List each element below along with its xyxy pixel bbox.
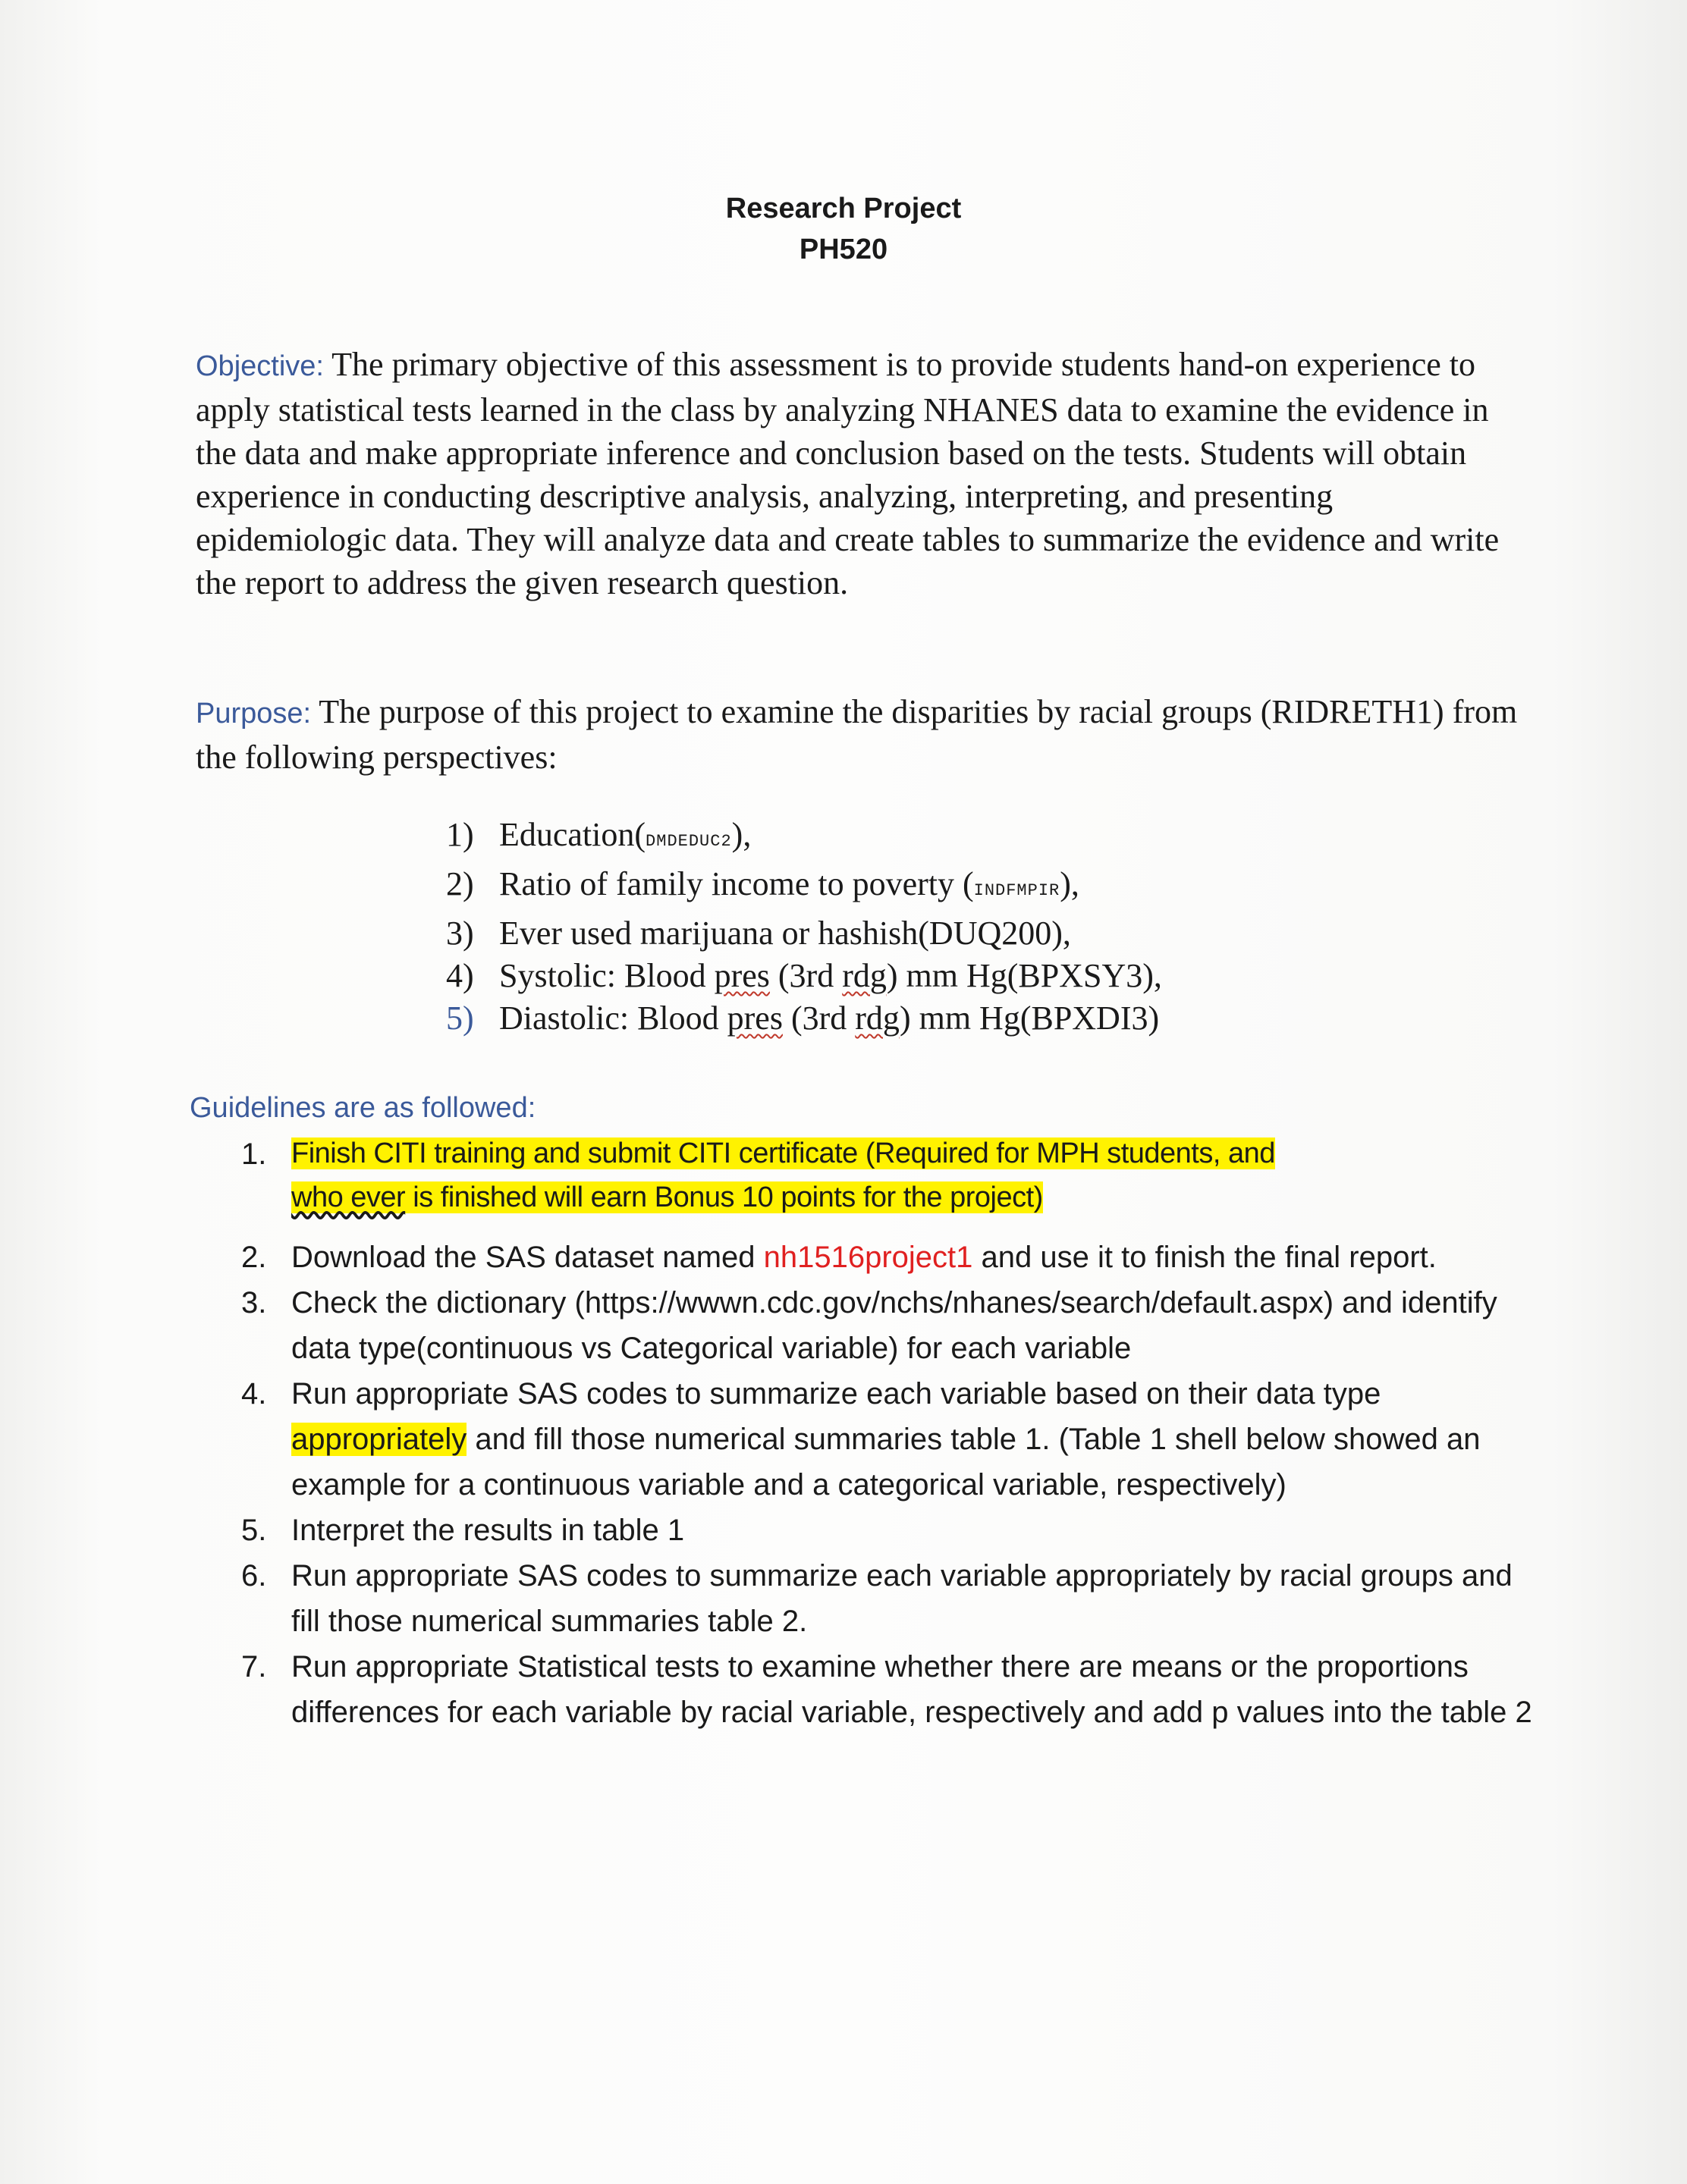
misspelled-word: rdg [842,957,887,994]
list-number: 5. [241,1514,267,1547]
list-item [228,1280,1532,1371]
list-text: (3rd [782,999,856,1037]
list-text: Ratio of family income to poverty ( [499,865,974,902]
list-item [228,1235,1532,1280]
list-item [228,1371,1532,1508]
list-text: Education( [499,816,646,853]
highlighted-text: Finish CITI training and submit CITI certificate (Required for MPH students, and [291,1138,1275,1169]
misspelled-word: rdg [855,999,900,1037]
list-text: ), [731,816,752,853]
guidelines-heading: Guidelines are as followed: [190,1092,536,1124]
list-number: 3) [446,915,474,952]
list-item [446,997,1432,1040]
guidelines-list [228,1131,1532,1735]
document-title [0,188,1687,270]
list-text: and use it to finish the final report. [972,1241,1437,1274]
list-item [228,1553,1532,1644]
list-item [446,814,1432,863]
list-number: 4. [241,1377,267,1410]
dataset-name: nh1516project1 [763,1241,973,1274]
title-line-1: Research Project [725,193,962,224]
list-text: Run appropriate SAS codes to summarize each variable based on their data type [291,1377,1381,1410]
highlighted-text: appropriately [291,1423,467,1456]
list-text: ) mm Hg(BPXSY3), [886,957,1162,994]
list-item [446,912,1432,955]
objective-text: The primary objective of this assessment is to provide students hand-on experience to apply statistical tests learned in the class by analyzing NHANES data to examine the evidence in the data and make appropriate inference and conclusion based on the tests. Students will obtain experience in conducting descriptive analysis, analyzing, interpreting, and presenting epidemiologic data. They will analyze data and create tables to summarize the evidence and write the report to address the given research question. [196,346,1500,601]
highlighted-text: is finished will earn Bonus 10 points for the project) [405,1181,1043,1213]
list-number: 5) [446,999,474,1037]
purpose-paragraph [196,690,1531,780]
list-text: Run appropriate SAS codes to summarize each variable appropriately by racial groups and fill those numerical summaries table 2. [291,1559,1513,1638]
list-item [446,955,1432,997]
list-text: and fill those numerical summaries table 1. (Table 1 shell below showed an example for a continuous variable and a categorical variable, respectively) [291,1423,1481,1502]
list-text: Interpret the results in table 1 [291,1514,685,1547]
list-text: ) mm Hg(BPXDI3) [899,999,1160,1037]
list-item [228,1644,1532,1735]
list-item [228,1131,1532,1219]
misspelled-word: pres [727,999,783,1037]
misspelled-word: pres [714,957,770,994]
list-number: 2) [446,865,474,902]
list-number: 3. [241,1286,267,1320]
list-text: Run appropriate Statistical tests to examine whether there are means or the proportions differences for each variable by racial variable, respectively and add p values into the table 2 [291,1650,1532,1729]
purpose-label: Purpose: [196,698,312,730]
list-number: 6. [241,1559,267,1592]
list-number: 1) [446,816,474,853]
list-number: 2. [241,1241,267,1274]
list-item [446,863,1432,912]
underlined-text: who ever [291,1181,406,1213]
title-line-2: PH520 [799,234,888,265]
perspectives-list [446,814,1432,1040]
variable-code: DMDEDUC2 [646,832,732,851]
list-text: Diastolic: Blood [499,999,727,1037]
purpose-text: The purpose of this project to examine the disparities by racial groups (RIDRETH1) from the following perspectives: [196,693,1518,776]
list-text: (3rd [769,957,843,994]
objective-paragraph [196,343,1531,604]
list-text: Check the dictionary (https://wwwn.cdc.gov/nchs/nhanes/search/default.aspx) and identify data type(continuous vs Categorical variable) for each variable [291,1286,1497,1365]
list-number: 4) [446,957,474,994]
list-text: Ever used marijuana or hashish(DUQ200), [499,915,1071,952]
list-number: 1. [241,1138,267,1171]
list-text: Download the SAS dataset named [291,1241,764,1274]
variable-code: INDFMPIR [973,881,1060,900]
list-number: 7. [241,1650,267,1684]
list-text: ), [1060,865,1079,902]
list-item [228,1508,1532,1553]
objective-label: Objective: [196,350,324,382]
list-text: Systolic: Blood [499,957,715,994]
